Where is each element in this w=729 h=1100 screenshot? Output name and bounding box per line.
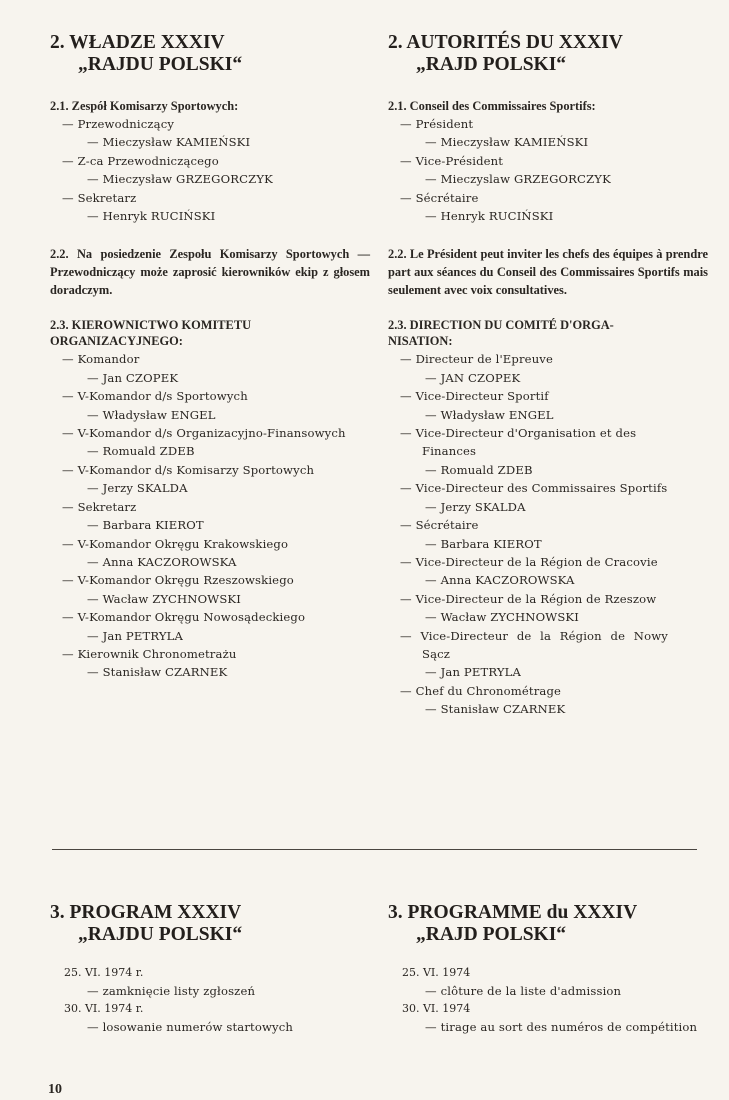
list-item: — Vice-Directeur de la Région de Nowy Sącz <box>400 628 668 661</box>
section-2-polish <box>50 32 370 682</box>
section-title: 3. PROGRAMME du XXXIV „RAJD POLSKI“ <box>388 902 638 945</box>
list-item: — Kierownik Chronometrażu <box>62 646 237 661</box>
section-divider <box>52 849 697 850</box>
list-item: — Jan PETRYLA <box>425 665 522 680</box>
program-item: — zamknięcie listy zgłoszeń <box>87 983 256 998</box>
section-2-french <box>388 32 708 719</box>
subsection-heading: 2.3. DIRECTION DU COMITÉ D'ORGA- NISATION: <box>388 318 614 349</box>
list-item: — Vice-Directeur Sportif <box>400 389 549 404</box>
list-item: — JAN CZOPEK <box>425 370 521 385</box>
section-title: 3. PROGRAM XXXIV „RAJDU POLSKI“ <box>50 902 243 945</box>
list-item: — Jan CZOPEK <box>87 370 179 385</box>
page-number: 10 <box>48 1082 62 1097</box>
list-item: — Chef du Chronométrage <box>400 683 562 698</box>
list-item: — V-Komandor Okręgu Krakowskiego <box>62 536 289 551</box>
list-item: — Władysław ENGEL <box>87 407 216 422</box>
subsection-heading: 2.1. Zespół Komisarzy Sportowych: <box>50 99 239 113</box>
list-item: — Romuald ZDEB <box>425 462 533 477</box>
list-item: — Stanisław CZARNEK <box>87 665 228 680</box>
list-item: — V-Komandor d/s Organizacyjno-Finansowych <box>62 426 346 441</box>
paragraph: 2.2. Le Président peut inviter les chefs des équipes à prendre part aux séances du Conseil des Commissaires Sportifs mais seulement avec voix consultatives. <box>388 247 708 298</box>
list-item: — Anna KACZOROWSKA <box>87 554 237 569</box>
list-item: — Sécrétaire <box>400 190 479 205</box>
list-item: — Henryk RUCIŃSKI <box>425 209 554 224</box>
program-date: 30. VI. 1974 <box>402 1002 471 1015</box>
program-item: — losowanie numerów startowych <box>87 1019 294 1034</box>
list-item: — Romuald ZDEB <box>87 444 195 459</box>
program-item: — tirage au sort des numéros de compétition <box>425 1019 698 1034</box>
program-item: — clôture de la liste d'admission <box>425 983 622 998</box>
list-item: — V-Komandor d/s Sportowych <box>62 389 248 404</box>
list-item: — Wacław ZYCHNOWSKI <box>425 610 579 625</box>
list-item: — Jerzy SKALDA <box>425 499 526 514</box>
program-date: 25. VI. 1974 r. <box>64 966 144 979</box>
section-title: 2. AUTORITÉS DU XXXIV „RAJD POLSKI“ <box>388 32 623 75</box>
list-item: — Sekretarz <box>62 190 137 205</box>
list-item: — Stanisław CZARNEK <box>425 702 566 717</box>
program-date: 25. VI. 1974 <box>402 966 471 979</box>
list-item: — Komandor <box>62 352 140 367</box>
list-item: — Président <box>400 117 474 131</box>
list-item: — Vice-Directeur de la Région de Cracovie <box>400 554 658 569</box>
list-item: — Anna KACZOROWSKA <box>425 573 575 588</box>
list-item: — Jerzy SKALDA <box>87 481 188 496</box>
section-3-polish <box>50 902 370 1036</box>
list-item: — Sekretarz <box>62 499 137 514</box>
list-item: — Directeur de l'Epreuve <box>400 352 554 367</box>
list-item: — Mieczysław KAMIEŃSKI <box>425 135 589 150</box>
list-item: — V-Komandor Okręgu Rzeszowskiego <box>62 573 294 588</box>
list-item: — Henryk RUCIŃSKI <box>87 209 216 224</box>
list-item: — Mieczysław GRZEGORCZYK <box>87 172 273 187</box>
subsection-heading: 2.1. Conseil des Commissaires Sportifs: <box>388 99 596 113</box>
list-item: — Vice-Président <box>400 153 504 168</box>
paragraph: 2.2. Na posiedzenie Zespołu Komisarzy Sportowych — Przewodniczący może zaprosić kierowników ekip z głosem doradczym. <box>50 247 370 298</box>
subsection-heading: 2.3. KIEROWNICTWO KOMITETU ORGANIZACYJNEGO: <box>50 318 252 349</box>
section-3-french <box>388 902 708 1036</box>
list-item: — V-Komandor d/s Komisarzy Sportowych <box>62 462 315 477</box>
list-item: — Vice-Directeur des Commissaires Sportifs <box>400 481 668 496</box>
list-item: — Barbara KIEROT <box>425 536 542 551</box>
list-item: — Przewodniczący <box>62 117 175 131</box>
list-item: — Barbara KIEROT <box>87 518 204 533</box>
list-item: — Sécrétaire <box>400 518 479 533</box>
list-item: — Władysław ENGEL <box>425 407 554 422</box>
list-item: — Vice-Directeur d'Organisation et des Finances <box>400 426 637 459</box>
list-item: — Mieczysław KAMIEŃSKI <box>87 135 251 150</box>
list-item: — V-Komandor Okręgu Nowosądeckiego <box>62 610 306 625</box>
list-item: — Z-ca Przewodniczącego <box>62 153 219 168</box>
program-date: 30. VI. 1974 r. <box>64 1002 144 1015</box>
list-item: — Wacław ZYCHNOWSKI <box>87 591 241 606</box>
section-title: 2. WŁADZE XXXIV „RAJDU POLSKI“ <box>50 32 243 75</box>
list-item: — Vice-Directeur de la Région de Rzeszow <box>400 591 657 606</box>
list-item: — Jan PETRYLA <box>87 628 184 643</box>
list-item: — Mieczyslaw GRZEGORCZYK <box>425 172 611 187</box>
